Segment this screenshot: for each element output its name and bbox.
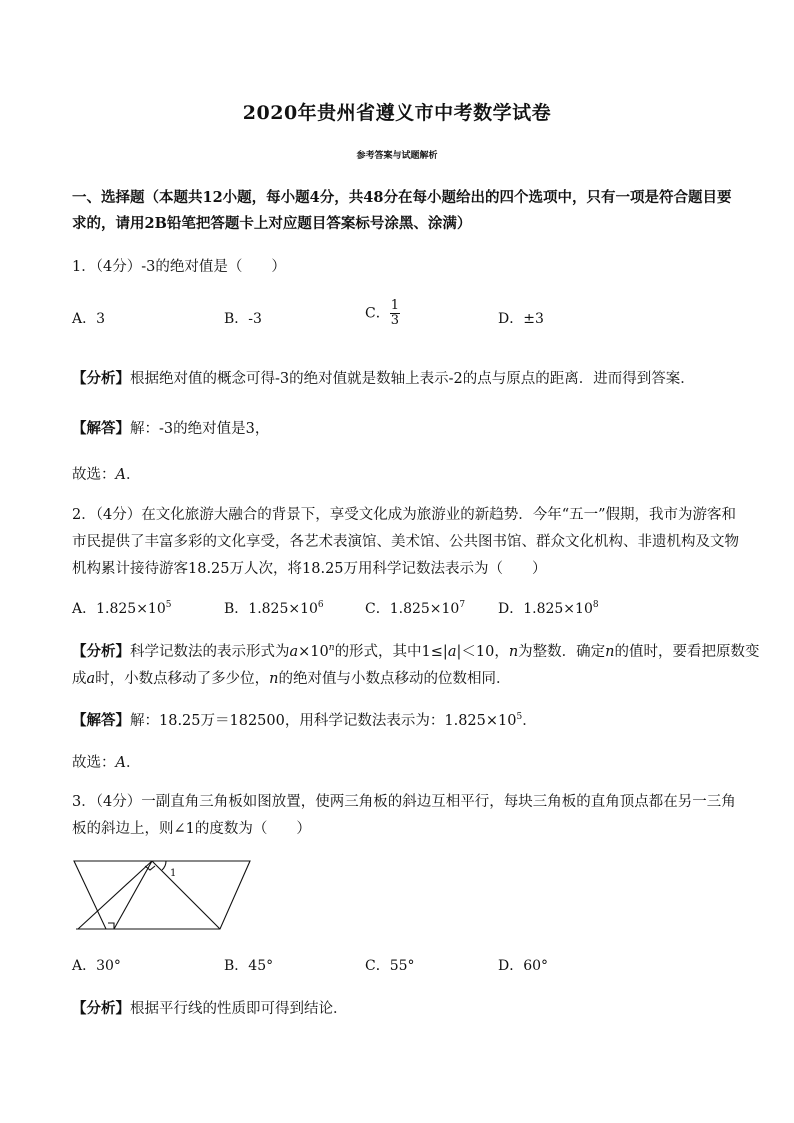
q2-stem-line-2: 市民提供了丰富多彩的文化享受，各艺术表演馆、美术馆、公共图书馆、群众文化机构、非遗机构及文物 (72, 534, 739, 550)
q1-option-c-prefix: C． (365, 305, 390, 322)
math-var: a (86, 671, 96, 687)
option-text: A．1.825×10 (72, 601, 166, 617)
analysis-tag: 【分析】 (72, 643, 130, 660)
q3-option-a: A．30° (72, 958, 121, 974)
math-exponent: n (328, 643, 335, 653)
q1-option-a: A．3 (72, 311, 106, 327)
q1-choice (72, 463, 140, 484)
q3-analysis (72, 997, 348, 1018)
option-text: D．1.825×10 (498, 601, 593, 617)
choice-prefix: 故选： (72, 467, 116, 483)
option-exponent: 7 (459, 600, 466, 610)
analysis-text: ×10 (298, 644, 329, 660)
q1-stem: 1．（4分）-3的绝对值是（ ） (72, 259, 286, 275)
analysis-text: 的形式，其中1≤| (334, 644, 448, 660)
choice-answer: A (115, 755, 126, 771)
choice-answer: A (115, 467, 126, 483)
figure-leg (78, 861, 152, 929)
q2-option-c (365, 598, 465, 618)
angle-arc (162, 861, 166, 870)
q2-stem-line-1: 2．（4分）在文化旅游大融合的背景下，享受文化成为旅游业的新趋势．今年“五一”假期，我市为游客和 (72, 507, 737, 523)
q2-option-b (224, 598, 324, 618)
analysis-text: 的值时，要看把原数变 (614, 644, 760, 660)
choice-suffix: ． (125, 467, 141, 483)
solution-tag: 【解答】 (72, 712, 130, 729)
option-exponent: 5 (165, 600, 172, 610)
option-text: C．1.825×10 (365, 601, 460, 617)
math-var: a (289, 644, 299, 660)
option-text: B．1.825×10 (224, 601, 318, 617)
q2-solution (72, 709, 537, 730)
q3-option-c: C．55° (365, 958, 415, 974)
triangle-figure (70, 856, 260, 936)
q1-option-c-fraction (390, 299, 400, 328)
q2-analysis-line-1 (72, 640, 760, 661)
right-angle-mark-bottom (108, 923, 114, 929)
math-var: n (269, 671, 279, 687)
choice-prefix: 故选： (72, 755, 116, 771)
section-heading-line-1: 一、选择题（本题共12小题，每小题4分，共48分在每小题给出的四个选项中，只有一项是符合题目要 (72, 189, 732, 206)
analysis-text: 为整数．确定 (518, 644, 606, 660)
q2-choice (72, 751, 140, 772)
fraction-numerator: 1 (390, 298, 399, 313)
analysis-text: 科学记数法的表示形式为 (130, 644, 290, 660)
q3-stem-line-2: 板的斜边上，则∠1的度数为（ ） (72, 821, 311, 837)
angle-label: 1 (170, 868, 177, 879)
figure-diagonal-2 (152, 861, 220, 929)
option-exponent: 8 (592, 600, 599, 610)
analysis-text: 根据绝对值的概念可得-3的绝对值就是数轴上表示-2的点与原点的距离．进而得到答案． (130, 371, 695, 387)
figure-diagonal-1 (114, 861, 152, 929)
q3-option-b: B．45° (224, 958, 274, 974)
analysis-tag: 【分析】 (72, 370, 130, 387)
math-var: n (508, 644, 519, 660)
analysis-text: 时，小数点移动了多少位， (95, 671, 270, 687)
option-exponent: 6 (317, 600, 324, 610)
q2-option-d (498, 598, 599, 618)
q1-solution (72, 417, 269, 438)
q1-option-b: B．-3 (224, 311, 262, 327)
q1-analysis (72, 367, 695, 388)
page-subtitle: 参考答案与试题解析 (356, 151, 438, 161)
solution-end: ． (522, 713, 537, 729)
section-heading-line-2: 求的，请用2B铅笔把答题卡上对应题目答案标号涂黑、涂满） (72, 215, 472, 232)
solution-exponent: 5 (516, 712, 523, 722)
solution-text: 解：18.25万＝182500，用科学记数法表示为：1.825×10 (130, 713, 517, 729)
q1-option-c (365, 299, 400, 328)
analysis-text: 根据平行线的性质即可得到结论． (130, 1001, 348, 1017)
math-var: a (447, 644, 457, 660)
page-title: 2020年贵州省遵义市中考数学试卷 (242, 102, 552, 124)
q1-option-d: D．±3 (498, 311, 544, 327)
right-angle-mark-top (145, 866, 155, 870)
solution-text: 解：-3的绝对值是3， (130, 421, 270, 437)
q2-stem-line-3: 机构累计接待游客18.25万人次，将18.25万用科学记数法表示为（ ） (72, 561, 547, 577)
q3-stem-line-1: 3．（4分）一副直角三角板如图放置，使两三角板的斜边互相平行，每块三角板的直角顶点都在另一三角 (72, 794, 736, 810)
math-var: n (605, 644, 615, 660)
q2-option-a (72, 598, 171, 618)
fraction-denominator: 3 (390, 313, 399, 328)
choice-suffix: ． (125, 755, 141, 771)
solution-tag: 【解答】 (72, 420, 130, 437)
q3-option-d: D．60° (498, 958, 549, 974)
analysis-text: 成 (72, 671, 87, 687)
analysis-text: 的绝对值与小数点移动的位数相同． (278, 671, 511, 687)
q2-analysis-line-2 (72, 667, 511, 688)
analysis-text: |＜10， (456, 644, 509, 660)
analysis-tag: 【分析】 (72, 1000, 130, 1017)
